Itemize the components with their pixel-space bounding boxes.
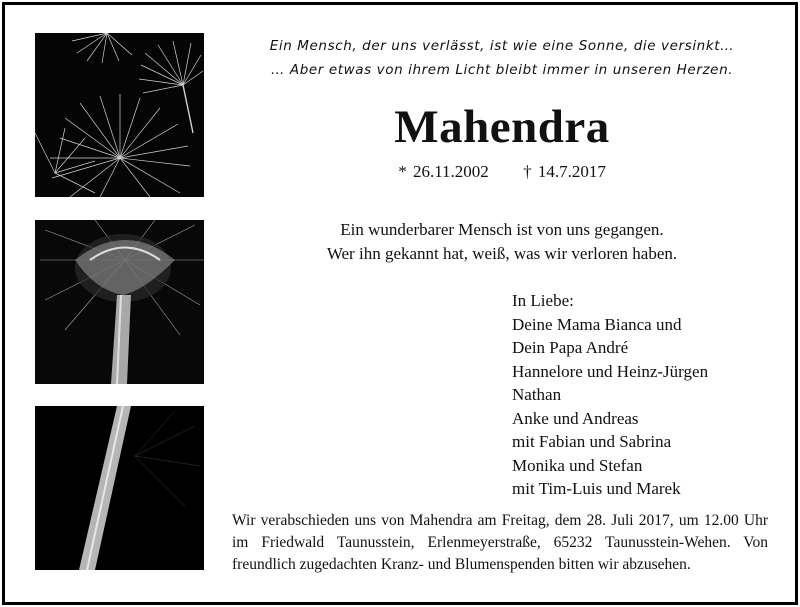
quote-line-1: Ein Mensch, der uns verlässt, ist wie eine Sonne, die versinkt… [269, 38, 735, 54]
mourners-list [512, 289, 708, 501]
funeral-notice: Wir verabschieden uns von Mahendra am Freitag, dem 28. Juli 2017, um 12.00 Uhr im Friedwald Taunusstein, Erlenmeyerstraße, 65232 Taunusstein-Wehen. Von freundlich zugedachten Kranz- und Blumenspenden bitten wir abzusehen. [232, 512, 768, 573]
saying-line-2: Wer ihn gekannt hat, weiß, was wir verloren haben. [326, 244, 678, 263]
dandelion-stem-photo [35, 406, 204, 570]
mourner-line: Anke und Andreas [512, 408, 639, 428]
dandelion-head-photo [35, 220, 204, 384]
mourner-line: Nathan [512, 385, 562, 404]
mourner-line: Dein Papa André [512, 338, 629, 357]
death-date: † 14.7.2017 [523, 162, 606, 181]
memorial-saying [222, 218, 782, 266]
saying-line-1: Ein wunderbarer Mensch ist von uns gegangen. [340, 220, 664, 239]
quote-line-2: … Aber etwas von ihrem Licht bleibt immer in unseren Herzen. [270, 62, 734, 78]
dandelion-seeds-photo [35, 33, 204, 197]
mourner-line: Monika und Stefan [512, 455, 643, 475]
mourner-line: mit Tim-Luis und Marek [512, 479, 681, 498]
deceased-name: Mahendra [394, 101, 610, 153]
mourner-line: Deine Mama Bianca und [512, 314, 682, 334]
life-dates [222, 162, 782, 182]
birth-date: * 26.11.2002 [398, 162, 489, 181]
mourner-line: In Liebe: [512, 291, 574, 310]
mourner-line: Hannelore und Heinz-Jürgen [512, 361, 709, 381]
mourner-line: mit Fabian und Sabrina [512, 432, 672, 451]
